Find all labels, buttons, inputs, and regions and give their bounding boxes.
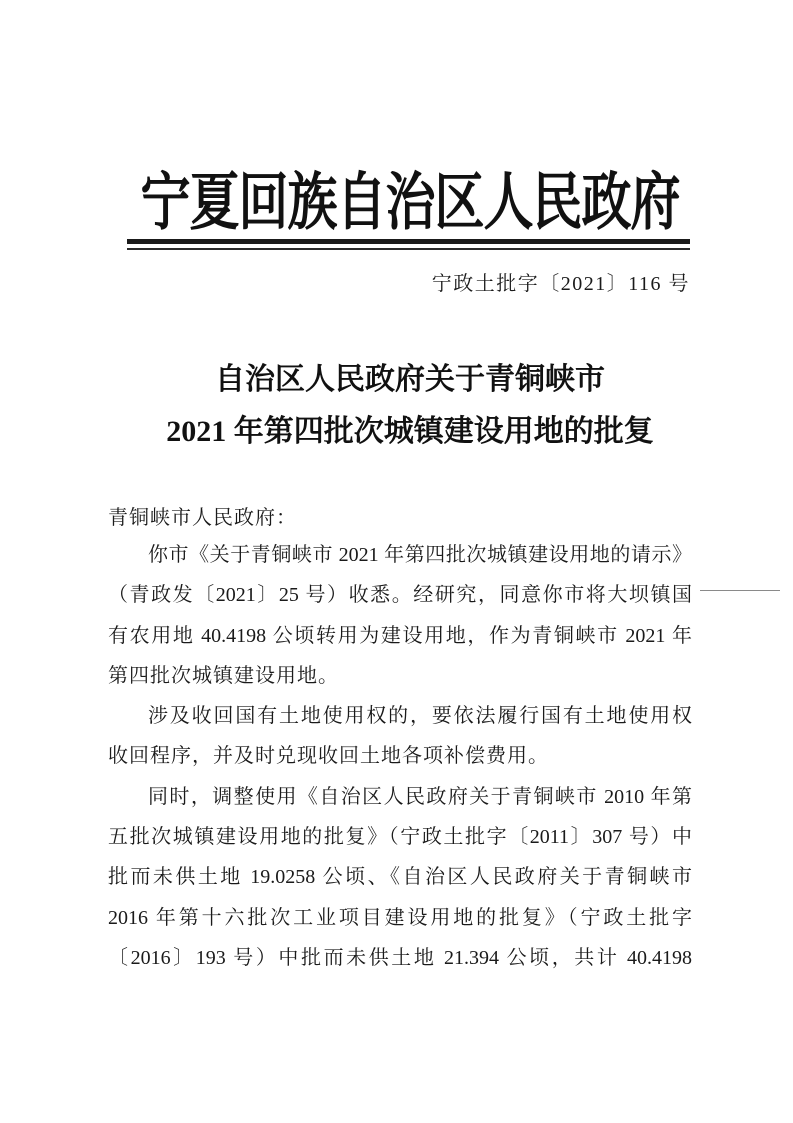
paragraph-2	[108, 696, 692, 777]
document-title-line-1: 自治区人民政府关于青铜峡市	[215, 363, 605, 396]
body-line: （青政发〔2021〕25 号）收悉。经研究，同意你市将大坝镇国	[108, 584, 692, 607]
document-title-line-2: 2021 年第四批次城镇建设用地的批复	[166, 415, 654, 448]
body-line: 收回程序，并及时兑现收回土地各项补偿费用。	[108, 745, 549, 768]
paragraph-1	[108, 535, 692, 696]
body-line: 有农用地 40.4198 公顷转用为建设用地，作为青铜峡市 2021 年	[108, 624, 692, 647]
body-line: 〔2016〕193 号）中批而未供土地 21.394 公顷，共计 40.4198	[108, 946, 692, 969]
body-line: 五批次城镇建设用地的批复》（宁政土批字〔2011〕307 号）中	[108, 826, 692, 849]
header-rule-thick	[127, 239, 690, 244]
body-line: 同时，调整使用《自治区人民政府关于青铜峡市 2010 年第	[148, 785, 692, 808]
body-line: 2016 年第十六批次工业项目建设用地的批复》（宁政土批字	[108, 906, 692, 929]
body-line: 第四批次城镇建设用地。	[108, 664, 339, 687]
document-body	[108, 535, 692, 978]
body-line: 批而未供土地 19.0258 公顷、《自治区人民政府关于青铜峡市	[108, 866, 692, 889]
issuing-authority-header: 宁夏回族自治区人民政府	[140, 167, 680, 237]
document-number: 宁政土批字〔2021〕116 号	[431, 273, 690, 295]
salutation: 青铜峡市人民政府：	[108, 507, 297, 529]
scan-artifact-line	[700, 590, 780, 591]
body-line: 涉及收回国有土地使用权的，要依法履行国有土地使用权	[148, 705, 692, 728]
header-rule-thin	[127, 248, 690, 250]
body-line: 你市《关于青铜峡市 2021 年第四批次城镇建设用地的请示》	[148, 544, 692, 566]
paragraph-3	[108, 777, 692, 978]
